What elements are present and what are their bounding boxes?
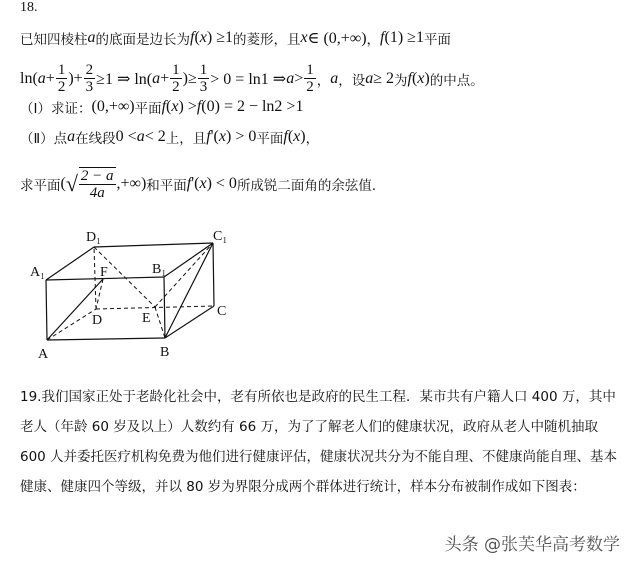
label-D: D [92,313,103,328]
edge-C1D1 [94,243,213,247]
text-segment: 平面 [134,101,162,117]
text-segment: 为 [394,72,408,89]
numerator: 2 [85,62,94,78]
math-segment: (0,+∞) [91,98,135,115]
text-segment: 在线段 [75,131,116,147]
label-C1: C₁ [213,229,228,244]
math-variable: f [196,98,202,115]
numerator: 2 − a [80,168,114,184]
math-variable: x [417,69,425,87]
label-A: A [38,347,49,362]
text-segment: ，设 [338,72,366,89]
text-segment: 的中点。 [429,72,484,89]
segment-BC1 [165,243,213,338]
math-segment: > [294,69,304,87]
math-variable: a [286,69,295,87]
label-F: F [100,265,108,280]
math-variable: x [199,175,207,192]
math-variable: f [186,175,192,192]
math-segment: ) > 0 [226,128,257,145]
label-B1: B₁ [152,262,167,277]
text-segment: ， [316,72,331,89]
math-variable: a [365,69,374,87]
math-variable: f [380,29,385,46]
math-variable: x [218,128,226,145]
edge-A1A [46,280,47,340]
math-variable: f [190,29,195,46]
math-variable: a [330,69,339,87]
math-segment: > 0 = ln1 ⇒ [210,70,287,88]
math-variable: f [283,128,288,145]
text-segment: 所成锐二面角的余弦值． [236,178,386,194]
numerator: 1 [306,62,314,78]
math-variable: x [199,29,207,46]
numerator: 1 [57,62,66,78]
math-segment: ≥ 2 [373,69,394,87]
edge-B1B [164,277,165,338]
text-segment: （Ⅱ）点 [20,131,68,147]
label-E: E [142,311,151,326]
math-segment: ) < 0 [206,175,237,192]
math-variable: a [136,128,145,145]
label-D1: D₁ [86,230,101,245]
text-segment: 已知四棱柱 [20,32,88,48]
question-19-text: 19.我们国家正处于老龄化社会中，老有所依也是政府的民生工程．某市共有户籍人口 400 万，其中老人（年龄 60 岁及以上）人数约有 66 万，为了了解老人们的健康状况，政府从老人中随机抽取 600 人并委托医疗机构免费为他们进行健康评估，健康状况共分为不能自理、不健康尚能自理、基本健康、健康四个等级，并以 80 岁为界限分成两个群体进行统计，样本分布被制作成如下图表： [20,389,618,495]
watermark: 头条 @张芙华高考数学 [444,535,620,555]
math-segment: ( [411,69,418,87]
edge-CC1 [213,243,214,306]
text-segment: 求平面 [20,178,61,194]
text-segment: 平面 [256,131,284,147]
math-segment: )+ [68,69,83,87]
label-C: C [217,304,227,319]
denominator: 2 [57,79,66,95]
label-A1: A₁ [30,265,45,280]
text-segment: ， [305,131,320,147]
denominator: 2 [172,79,180,95]
math-segment: + [160,69,170,87]
math-segment: ( [60,175,66,192]
math-segment: ) > [178,98,197,115]
segment-EB [155,307,165,338]
math-segment: ) [424,69,430,87]
edge-BC [165,306,214,338]
math-segment: < 2 [144,128,166,145]
text-segment: 的菱形，且 [233,32,301,48]
edge-D1A1 [46,247,94,280]
math-segment: ∈ (0,+∞) [307,30,367,47]
edge-B1C1 [164,243,213,277]
math-variable: x [300,29,308,46]
math-segment: ≥1 ⇒ ln( [96,70,153,88]
math-variable: f [407,69,412,87]
text-segment: 和平面 [146,178,187,194]
label-B: B [160,345,170,360]
denominator: 3 [199,79,208,95]
math-segment: + [45,69,55,87]
math-segment: )≥ [182,69,197,87]
math-variable: f [161,98,167,115]
question-18-number: 18. [20,0,38,15]
edge-DD1 [94,247,96,309]
math-segment: (1) ≥1 [384,29,424,46]
math-variable: a [37,69,46,87]
math-segment: '( [191,175,200,192]
math-variable: a [87,29,96,46]
text-segment: （Ⅰ）求证： [20,101,92,117]
math-segment: ( [166,98,172,115]
math-segment: 0 < [115,128,137,145]
math-variable: f [206,128,211,145]
denominator: 4a [89,185,105,201]
math-segment: ( [287,128,294,145]
edge-AB [47,338,165,340]
math-variable: a [67,128,76,145]
denominator: 2 [306,79,314,95]
math-segment: ,+∞) [116,175,147,192]
text-segment: ， [366,32,381,48]
radical-icon: √ [65,171,78,196]
denominator: 3 [85,79,94,95]
math-variable: x [293,128,301,145]
math-segment: '( [210,128,219,145]
math-variable: a [152,69,161,87]
text-segment: 平面 [423,32,451,48]
math-segment: ln( [20,69,38,87]
math-segment: ( [194,29,200,46]
numerator: 1 [172,62,180,78]
math-segment: (0) = 2 − ln2 >1 [201,98,304,115]
text-segment: 的底面是边长为 [95,32,190,48]
math-segment: ) [300,128,306,145]
numerator: 1 [199,62,208,78]
math-segment: ) ≥1 [206,29,233,46]
text-segment: 上，且 [165,131,207,147]
math-variable: x [171,98,179,115]
